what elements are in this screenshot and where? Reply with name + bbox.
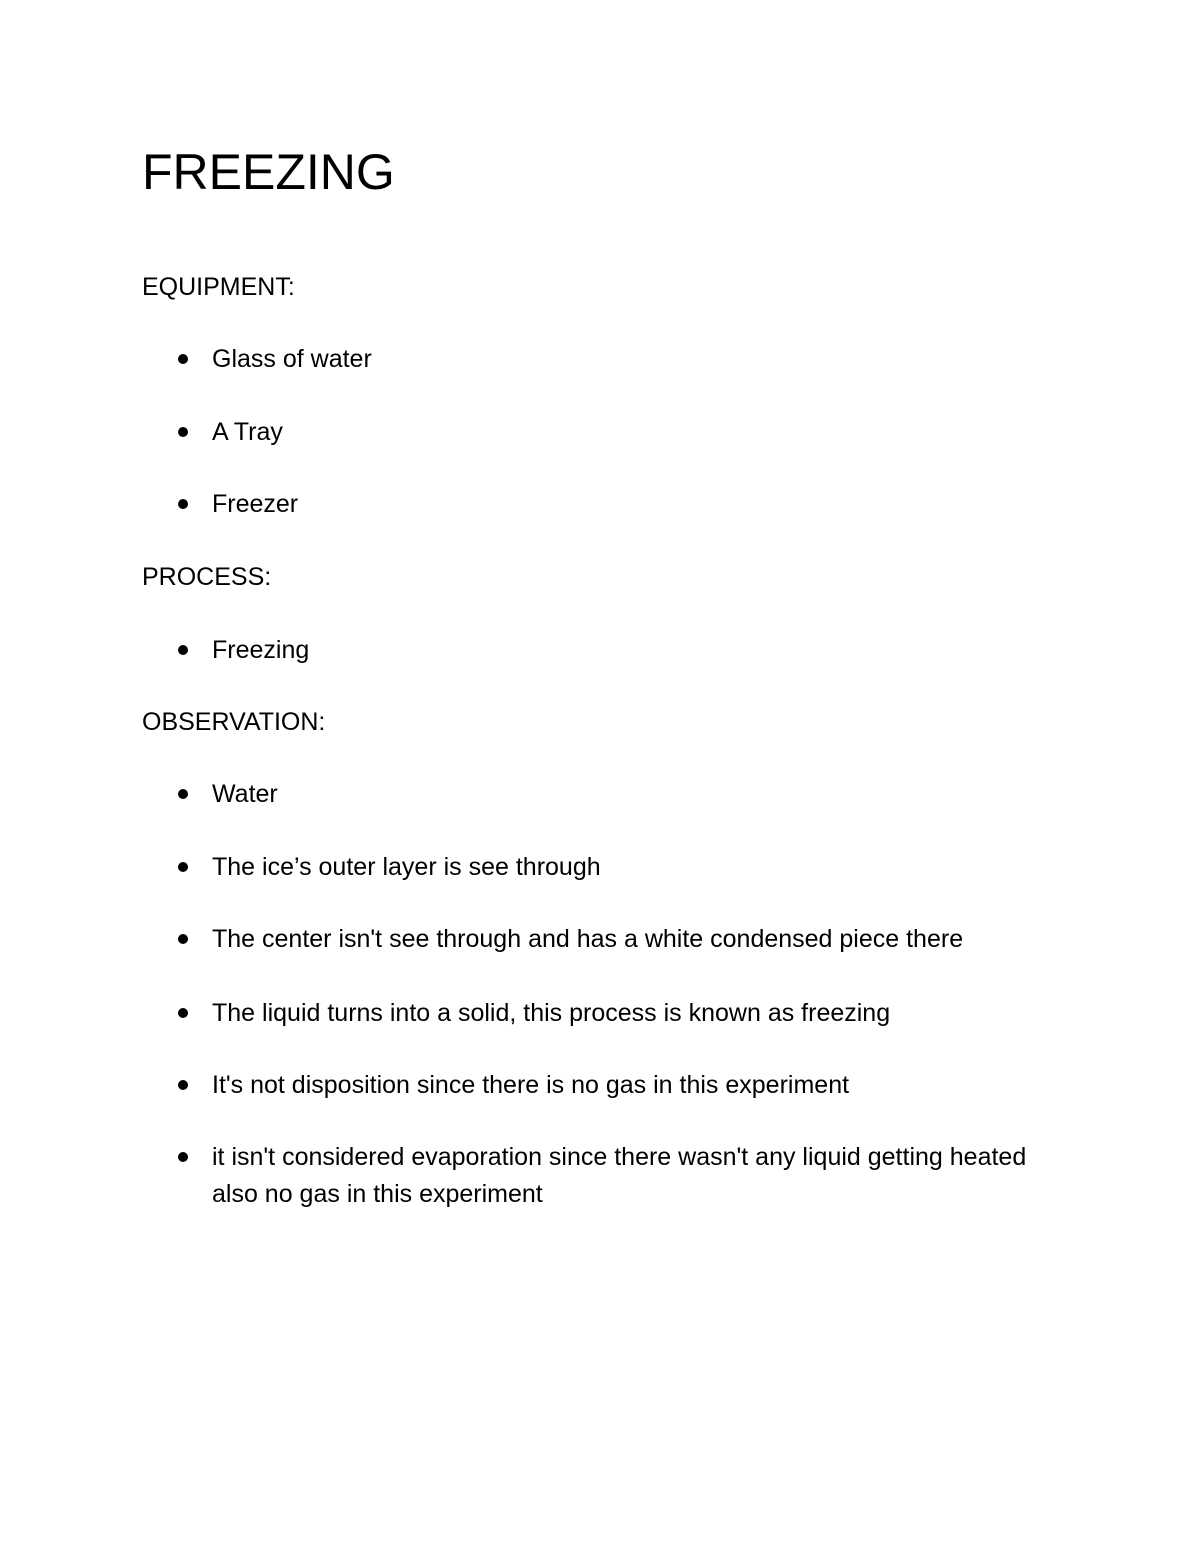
process-heading: PROCESS: [142,563,272,591]
bullet-icon [178,427,188,437]
observation-item [212,1139,1032,1213]
bullet-icon [178,789,188,799]
observation-item [212,995,1072,1032]
observation-heading: OBSERVATION: [142,708,326,736]
equipment-heading: EQUIPMENT: [142,273,295,301]
equipment-item [212,341,1072,378]
bullet-icon [178,1080,188,1090]
process-item-text: Freezing [212,636,310,664]
process-item [212,632,1072,669]
bullet-icon [178,1008,188,1018]
observation-item [212,921,1072,958]
observation-item-text: The liquid turns into a solid, this process is known as freezing [212,999,891,1027]
equipment-item [212,486,1072,523]
observation-item [212,1067,1072,1104]
observation-item [212,776,1072,813]
bullet-icon [178,862,188,872]
bullet-icon [178,1152,188,1162]
observation-item [212,849,1072,886]
bullet-icon [178,499,188,509]
equipment-item-text: Freezer [212,490,299,518]
observation-item-text: It's not disposition since there is no gas in this experiment [212,1071,850,1099]
observation-item-text: Water [212,780,278,808]
document-title: FREEZING [142,144,395,200]
bullet-icon [178,645,188,655]
observation-item-text: it isn't considered evaporation since there wasn't any liquid getting heated also no gas in this experiment [212,1143,1027,1208]
equipment-item-text: Glass of water [212,345,372,373]
observation-item-text: The ice’s outer layer is see through [212,853,601,881]
bullet-icon [178,354,188,364]
equipment-item [212,414,1072,451]
equipment-item-text: A Tray [212,418,283,446]
bullet-icon [178,934,188,944]
observation-item-text: The center isn't see through and has a white condensed piece there [212,925,964,953]
